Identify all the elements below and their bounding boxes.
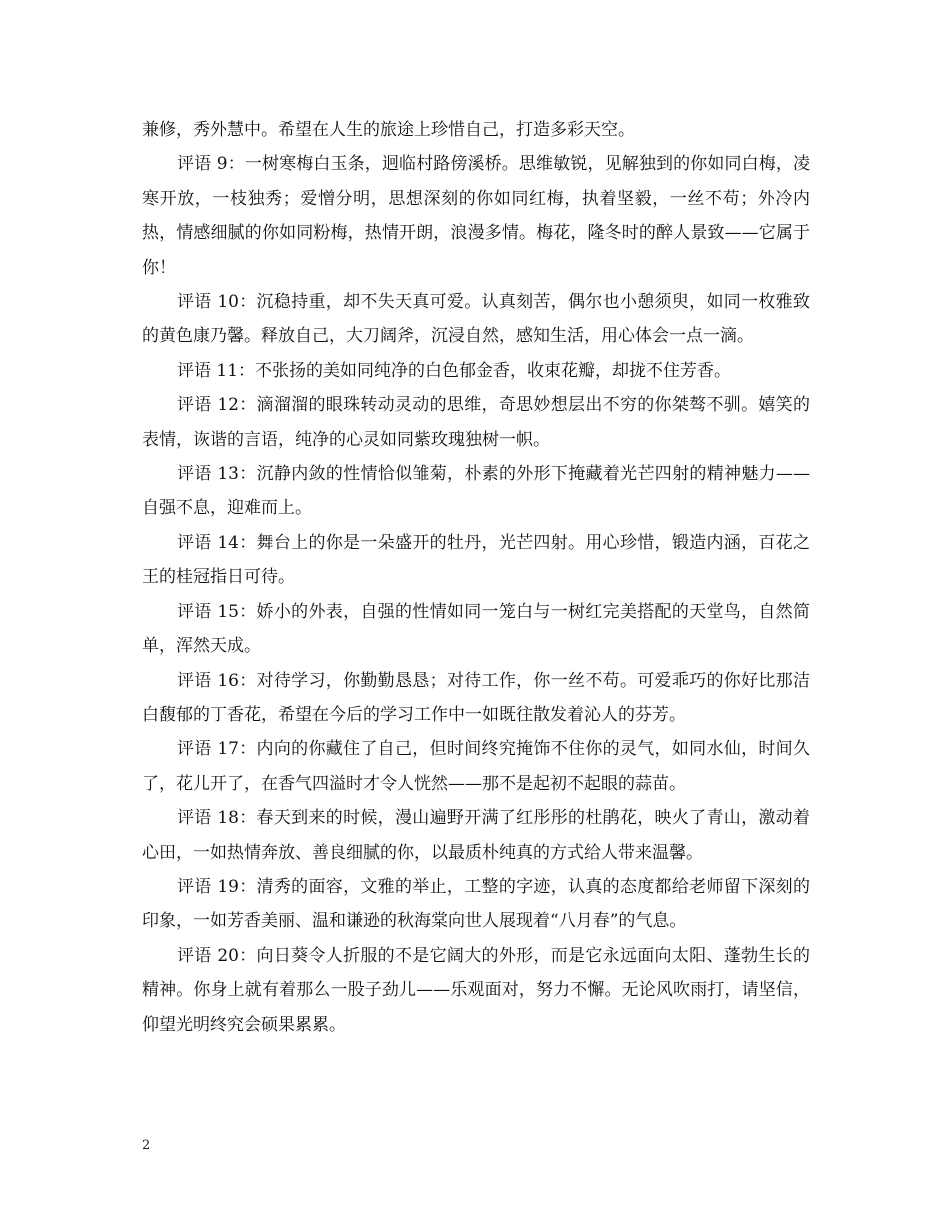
comment-19-paragraph: 评语 19：清秀的面容，文雅的举止，工整的字迹，认真的态度都给老师留下深刻的印象，一如芳香美丽、温和谦逊的秋海棠向世人展现着“八月春”的气息。: [142, 876, 810, 932]
comment-18-paragraph: 评语 18：春天到来的时候，漫山遍野开满了红彤彤的杜鹃花，映火了青山，激动着心田，一如热情奔放、善良细腻的你，以最质朴纯真的方式给人带来温馨。: [142, 808, 810, 863]
document-body: [142, 113, 810, 1042]
comment-15-paragraph: 评语 15：娇小的外表，自强的性情如同一笼白与一树红完美搭配的天堂鸟，自然简单，浑然天成。: [142, 601, 810, 657]
comment-12-paragraph: 评语 12：滴溜溜的眼珠转动灵动的思维，奇思妙想层出不穷的你桀骜不驯。嬉笑的表情，诙谐的言语，纯净的心灵如同紫玫瑰独树一帜。: [142, 395, 810, 450]
comment-13-paragraph: 评语 13：沉静内敛的性情恰似雏菊，朴素的外形下掩藏着光芒四射的精神魅力——自强不息，迎难而上。: [142, 464, 810, 519]
comment-14-paragraph: 评语 14：舞台上的你是一朵盛开的牡丹，光芒四射。用心珍惜，锻造内涵，百花之王的桂冠指日可待。: [142, 532, 810, 588]
comment-9-paragraph: 评语 9：一树寒梅白玉条，迥临村路傍溪桥。思维敏锐，见解独到的你如同白梅，凌寒开放，一枝独秀；爱憎分明，思想深刻的你如同红梅，执着坚毅，一丝不苟；外冷内热，情感细腻的你如同粉梅，热情开朗，浪漫多情。梅花，隆冬时的醉人景致——它属于你！: [142, 154, 810, 278]
page-number: 2: [142, 1138, 151, 1153]
comment-17-paragraph: 评语 17：内向的你藏住了自己，但时间终究掩饰不住你的灵气，如同水仙，时间久了，花儿开了，在香气四溢时才令人恍然——那不是起初不起眼的蒜苗。: [142, 739, 810, 794]
comment-10-paragraph: 评语 10：沉稳持重，却不失天真可爱。认真刻苦，偶尔也小憩须臾，如同一枚雅致的黄色康乃馨。释放自己，大刀阔斧，沉浸自然，感知生活，用心体会一点一滴。: [142, 292, 810, 347]
continued-paragraph: 兼修，秀外慧中。希望在人生的旅途上珍惜自己，打造多彩天空。: [142, 120, 635, 140]
comment-16-paragraph: 评语 16：对待学习，你勤勤恳恳；对待工作，你一丝不苟。可爱乖巧的你好比那洁白馥郁的丁香花，希望在今后的学习工作中一如既往散发着沁人的芬芳。: [142, 670, 810, 725]
comment-20-paragraph: 评语 20：向日葵令人折服的不是它阔大的外形，而是它永远面向太阳、蓬勃生长的精神。你身上就有着那么一股子劲儿——乐观面对，努力不懈。无论风吹雨打，请坚信，仰望光明终究会硕果累累。: [142, 945, 810, 1035]
comment-11-paragraph: 评语 11：不张扬的美如同纯净的白色郁金香，收束花瓣，却拢不住芳香。: [177, 360, 732, 381]
